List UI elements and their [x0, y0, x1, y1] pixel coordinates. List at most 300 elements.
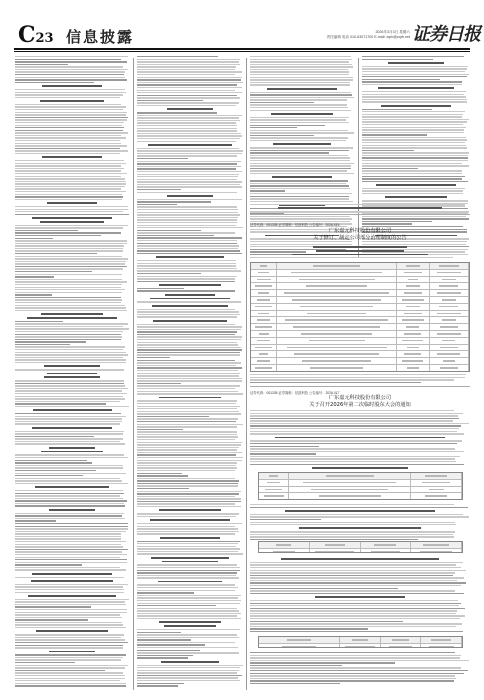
table-cell: [430, 331, 469, 337]
table-cell: [259, 644, 340, 648]
text-line: [267, 88, 336, 90]
text-line: [250, 150, 349, 151]
text-line: [250, 163, 354, 164]
text-line: [137, 610, 239, 611]
table-cell: [430, 338, 469, 344]
text-line: [362, 94, 464, 95]
text-line: [137, 564, 237, 565]
text-line: [15, 352, 126, 353]
text-line: [15, 243, 127, 244]
text-line: [15, 299, 122, 300]
text-line: [137, 100, 203, 101]
text-line: [15, 160, 124, 161]
newspaper-masthead: 证券日报: [412, 24, 480, 45]
table-row: [251, 351, 469, 358]
table-row: [251, 324, 469, 331]
table-cell: [397, 297, 430, 303]
text-line: [362, 99, 467, 100]
text-line: [250, 137, 348, 138]
table-cell: [277, 358, 397, 364]
text-line: [250, 562, 463, 563]
text-line: [137, 69, 235, 70]
table-cell: [251, 345, 277, 351]
text-line: [137, 503, 235, 504]
company-name: 广东嘉元科技股份有限公司: [328, 395, 392, 401]
text-line: [15, 478, 120, 479]
text-line: [15, 331, 123, 332]
text-line: [137, 232, 235, 233]
text-line: [36, 630, 108, 632]
text-line: [137, 618, 241, 619]
table-cell: [251, 270, 277, 276]
text-line: [137, 590, 235, 591]
table-cell: [277, 338, 397, 344]
table-row: [251, 358, 469, 365]
text-line: [362, 178, 462, 179]
text-line: [137, 603, 240, 604]
text-line: [15, 396, 123, 397]
announcement-1-footer: [250, 374, 470, 384]
announcement-title: 关于修订、制定公司部分治理制度的公告: [313, 234, 407, 241]
text-line: [42, 85, 102, 87]
text-line: [15, 584, 128, 585]
text-line: [15, 359, 126, 360]
text-line: [137, 290, 235, 291]
text-line: [362, 111, 465, 112]
text-line: [15, 403, 106, 404]
text-line: [15, 357, 123, 358]
text-line: [15, 225, 128, 226]
text-line: [15, 609, 127, 610]
text-line: [137, 587, 238, 588]
text-line: [137, 222, 237, 223]
text-line: [250, 516, 469, 517]
text-line: [362, 163, 462, 164]
text-line: [137, 150, 243, 151]
text-line: [137, 424, 243, 425]
table-cell: [251, 277, 277, 283]
text-line: [137, 523, 242, 524]
text-line: [137, 128, 237, 129]
text-line: [250, 193, 352, 194]
text-line: [250, 117, 349, 118]
text-line: [137, 217, 238, 218]
text-line: [15, 287, 121, 288]
table-row: [259, 644, 462, 648]
text-line: [376, 184, 457, 186]
page-letter: C: [18, 22, 36, 48]
text-line: [15, 323, 128, 324]
text-line: [35, 486, 109, 488]
text-line: [15, 258, 128, 259]
text-line: [15, 423, 120, 424]
text-line: [15, 627, 126, 628]
text-line: [15, 64, 68, 65]
text-line: [15, 637, 121, 638]
table-cell: [277, 365, 397, 371]
text-line: [137, 347, 241, 348]
text-line: [15, 125, 122, 126]
text-line: [137, 480, 239, 481]
text-line: [250, 99, 347, 100]
text-line: [381, 105, 450, 107]
page-number: 23: [35, 31, 54, 46]
text-line: [137, 421, 236, 422]
text-line: [137, 166, 241, 167]
text-line: [137, 600, 241, 601]
text-line: [15, 624, 123, 625]
table-cell: [397, 304, 430, 310]
text-line: [15, 274, 122, 275]
text-line: [15, 475, 83, 476]
table-row: [251, 277, 469, 284]
table-cell: [259, 493, 289, 499]
table-cell: [251, 317, 277, 323]
text-line: [250, 102, 314, 103]
text-line: [137, 71, 242, 72]
text-line: [15, 206, 128, 207]
text-line: [250, 196, 349, 197]
text-line: [250, 428, 459, 429]
text-line: [362, 142, 465, 143]
text-line: [15, 401, 120, 402]
text-line: [137, 548, 240, 549]
text-line: [250, 211, 469, 212]
text-line: [137, 575, 236, 576]
table-cell: [251, 263, 277, 269]
table-cell: [421, 637, 462, 643]
text-line: [137, 125, 237, 126]
text-line: [15, 214, 129, 215]
text-line: [250, 675, 455, 676]
text-line: [15, 297, 121, 298]
text-line: [137, 349, 242, 350]
text-line: [250, 92, 351, 93]
text-line: [137, 570, 240, 571]
text-line: [15, 362, 126, 363]
text-line: [137, 176, 238, 177]
text-line: [15, 433, 123, 434]
text-line: [137, 670, 239, 671]
table-cell: [259, 637, 340, 643]
text-line: [250, 119, 346, 120]
text-line: [137, 675, 242, 676]
text-line: [250, 418, 459, 419]
text-line: [137, 373, 240, 374]
text-line: [137, 460, 242, 461]
text-line: [15, 533, 121, 534]
text-line: [15, 130, 123, 131]
text-line: [15, 680, 120, 681]
text-line: [137, 465, 236, 466]
text-line: [167, 108, 214, 110]
text-line: [15, 145, 127, 146]
table-row: [251, 365, 469, 372]
text-line: [15, 140, 120, 141]
text-line: [137, 74, 235, 75]
text-line: [137, 122, 236, 123]
text-line: [137, 66, 236, 67]
text-line: [137, 117, 239, 118]
text-line: [15, 538, 121, 539]
text-line: [15, 89, 125, 90]
text-line: [137, 278, 235, 279]
text-line: [15, 470, 96, 471]
text-line: [137, 436, 238, 437]
text-line: [250, 420, 453, 421]
text-line: [15, 191, 126, 192]
code-line: 证券代码：001335 证券简称：信凯科技 公告编号：2026-016: [250, 223, 340, 227]
table-cell: [421, 644, 462, 648]
table-cell: [277, 324, 397, 330]
text-line: [44, 376, 99, 378]
text-line: [250, 536, 454, 537]
text-line: [15, 279, 122, 280]
text-line: [15, 163, 126, 164]
text-line: [250, 665, 342, 666]
table-row: [259, 487, 462, 494]
text-line: [137, 148, 239, 149]
table-cell: [259, 542, 310, 548]
text-line: [15, 480, 122, 481]
text-line: [250, 160, 350, 161]
text-line: [15, 390, 122, 391]
text-line: [250, 580, 457, 581]
text-line: [15, 498, 123, 499]
text-line: [250, 660, 469, 661]
table-cell: [397, 365, 430, 371]
text-line: [156, 256, 224, 258]
text-line: [137, 365, 236, 366]
table-cell: [430, 297, 469, 303]
text-line: [137, 342, 237, 343]
table-cell: [259, 549, 310, 553]
text-line: [137, 227, 243, 228]
table-row: [251, 345, 469, 352]
text-line: [31, 580, 114, 582]
text-line: [15, 604, 126, 605]
text-line: [137, 301, 241, 302]
text-line: [137, 680, 240, 681]
text-line: [15, 436, 94, 437]
text-line: [15, 431, 124, 432]
text-line: [250, 572, 455, 573]
text-line: [316, 250, 404, 252]
text-line: [148, 144, 232, 146]
text-line: [137, 642, 235, 643]
text-line: [137, 380, 242, 381]
text-line: [15, 235, 101, 236]
text-line: [137, 553, 243, 554]
text-line: [137, 513, 239, 514]
text-line: [15, 250, 123, 251]
text-line: [250, 170, 347, 171]
text-line: [137, 161, 241, 162]
table-cell: [411, 480, 462, 486]
column-divider: [133, 58, 134, 690]
text-line: [15, 186, 125, 187]
text-line: [137, 650, 200, 651]
text-line: [137, 245, 239, 246]
text-line: [137, 567, 240, 568]
text-line: [250, 443, 457, 444]
text-column-2: [137, 56, 243, 688]
table-cell: [277, 290, 397, 296]
text-line: [250, 448, 455, 449]
text-line: [250, 531, 455, 532]
text-line: [15, 586, 123, 587]
text-line: [137, 551, 238, 552]
text-line: [15, 493, 124, 494]
text-line: [137, 528, 238, 529]
text-line: [250, 377, 465, 378]
text-line: [15, 385, 125, 386]
table-cell: [259, 473, 289, 479]
text-line: [362, 155, 468, 156]
section-title: 信息披露: [66, 28, 135, 46]
text-line: [250, 504, 454, 505]
text-line: [15, 181, 126, 182]
text-line: [15, 339, 121, 340]
text-line: [15, 354, 128, 355]
table-cell: [251, 311, 277, 317]
text-line: [250, 680, 454, 681]
text-line: [137, 174, 239, 175]
text-line: [137, 506, 241, 507]
text-line: [137, 644, 205, 645]
text-line: [137, 212, 238, 213]
text-line: [32, 217, 112, 219]
table-row: [251, 304, 469, 311]
table-cell: [381, 637, 422, 643]
text-line: [15, 398, 125, 399]
table-cell: [277, 263, 397, 269]
table-cell: [397, 283, 430, 289]
text-line: [362, 216, 466, 217]
text-line: [362, 121, 467, 122]
text-line: [15, 153, 120, 154]
text-line: [15, 82, 94, 83]
text-line: [15, 74, 124, 75]
text-line: [137, 416, 209, 417]
text-line: [250, 155, 348, 156]
table-cell: [411, 542, 462, 548]
text-line: [362, 96, 466, 97]
table-cell: [397, 317, 430, 323]
text-line: [137, 647, 238, 648]
text-line: [137, 288, 184, 289]
announcement-2-body-cont: [250, 504, 470, 540]
text-line: [250, 140, 346, 141]
text-line: [15, 266, 127, 267]
text-line: [137, 153, 242, 154]
text-line: [250, 168, 351, 169]
text-line: [15, 569, 126, 570]
text-line: [15, 369, 124, 370]
table-cell: [430, 358, 469, 364]
text-line: [250, 97, 354, 98]
date-line: 2026年3月3日 星期六: [375, 30, 410, 34]
text-line: [137, 324, 235, 325]
text-line: [250, 534, 453, 535]
text-line: [15, 137, 126, 138]
text-line: [15, 321, 63, 322]
text-line: [362, 81, 462, 82]
text-line: [15, 349, 123, 350]
text-line: [15, 460, 87, 461]
text-line: [250, 446, 319, 447]
voting-table: [258, 636, 463, 648]
text-line: [137, 634, 237, 635]
text-line: [15, 421, 122, 422]
text-line: [137, 141, 236, 142]
text-line: [137, 334, 235, 335]
text-line: [137, 442, 242, 443]
text-line: [158, 581, 221, 583]
text-line: [250, 600, 458, 601]
text-line: [250, 183, 346, 184]
text-line: [362, 71, 465, 72]
table-cell: [340, 644, 381, 648]
text-line: [137, 186, 242, 187]
text-line: [15, 634, 124, 635]
text-line: [137, 344, 238, 345]
text-line: [362, 160, 468, 161]
text-line: [15, 276, 54, 277]
table-cell: [397, 358, 430, 364]
text-line: [15, 667, 125, 668]
header-rule-thin: [14, 51, 470, 52]
text-line: [15, 483, 128, 484]
text-line: [137, 452, 242, 453]
text-line: [137, 478, 235, 479]
text-line: [362, 137, 466, 138]
text-line: [15, 168, 124, 169]
text-line: [137, 572, 237, 573]
text-line: [15, 418, 122, 419]
text-line: [250, 610, 457, 611]
table-cell: [361, 549, 412, 553]
text-line: [15, 554, 127, 555]
text-line: [15, 310, 127, 311]
text-line: [137, 385, 240, 386]
text-line: [137, 608, 237, 609]
text-line: [137, 92, 242, 93]
text-line: [15, 617, 122, 618]
text-line: [137, 270, 241, 271]
header-rule: [14, 48, 470, 50]
text-line: [137, 370, 238, 371]
text-line: [164, 625, 216, 627]
text-line: [362, 221, 432, 222]
table-cell: [430, 351, 469, 357]
text-line: [15, 148, 120, 149]
text-line: [137, 429, 183, 430]
text-line: [137, 61, 239, 62]
text-line: [137, 331, 237, 332]
text-line: [15, 536, 121, 537]
text-line: [137, 77, 242, 78]
text-line: [137, 84, 237, 85]
text-line: [278, 207, 441, 209]
text-line: [250, 84, 350, 85]
table-cell: [277, 317, 397, 323]
text-line: [137, 360, 235, 361]
text-line: [137, 268, 237, 269]
text-line: [137, 56, 218, 57]
text-line: [250, 198, 349, 199]
text-line: [362, 56, 464, 57]
